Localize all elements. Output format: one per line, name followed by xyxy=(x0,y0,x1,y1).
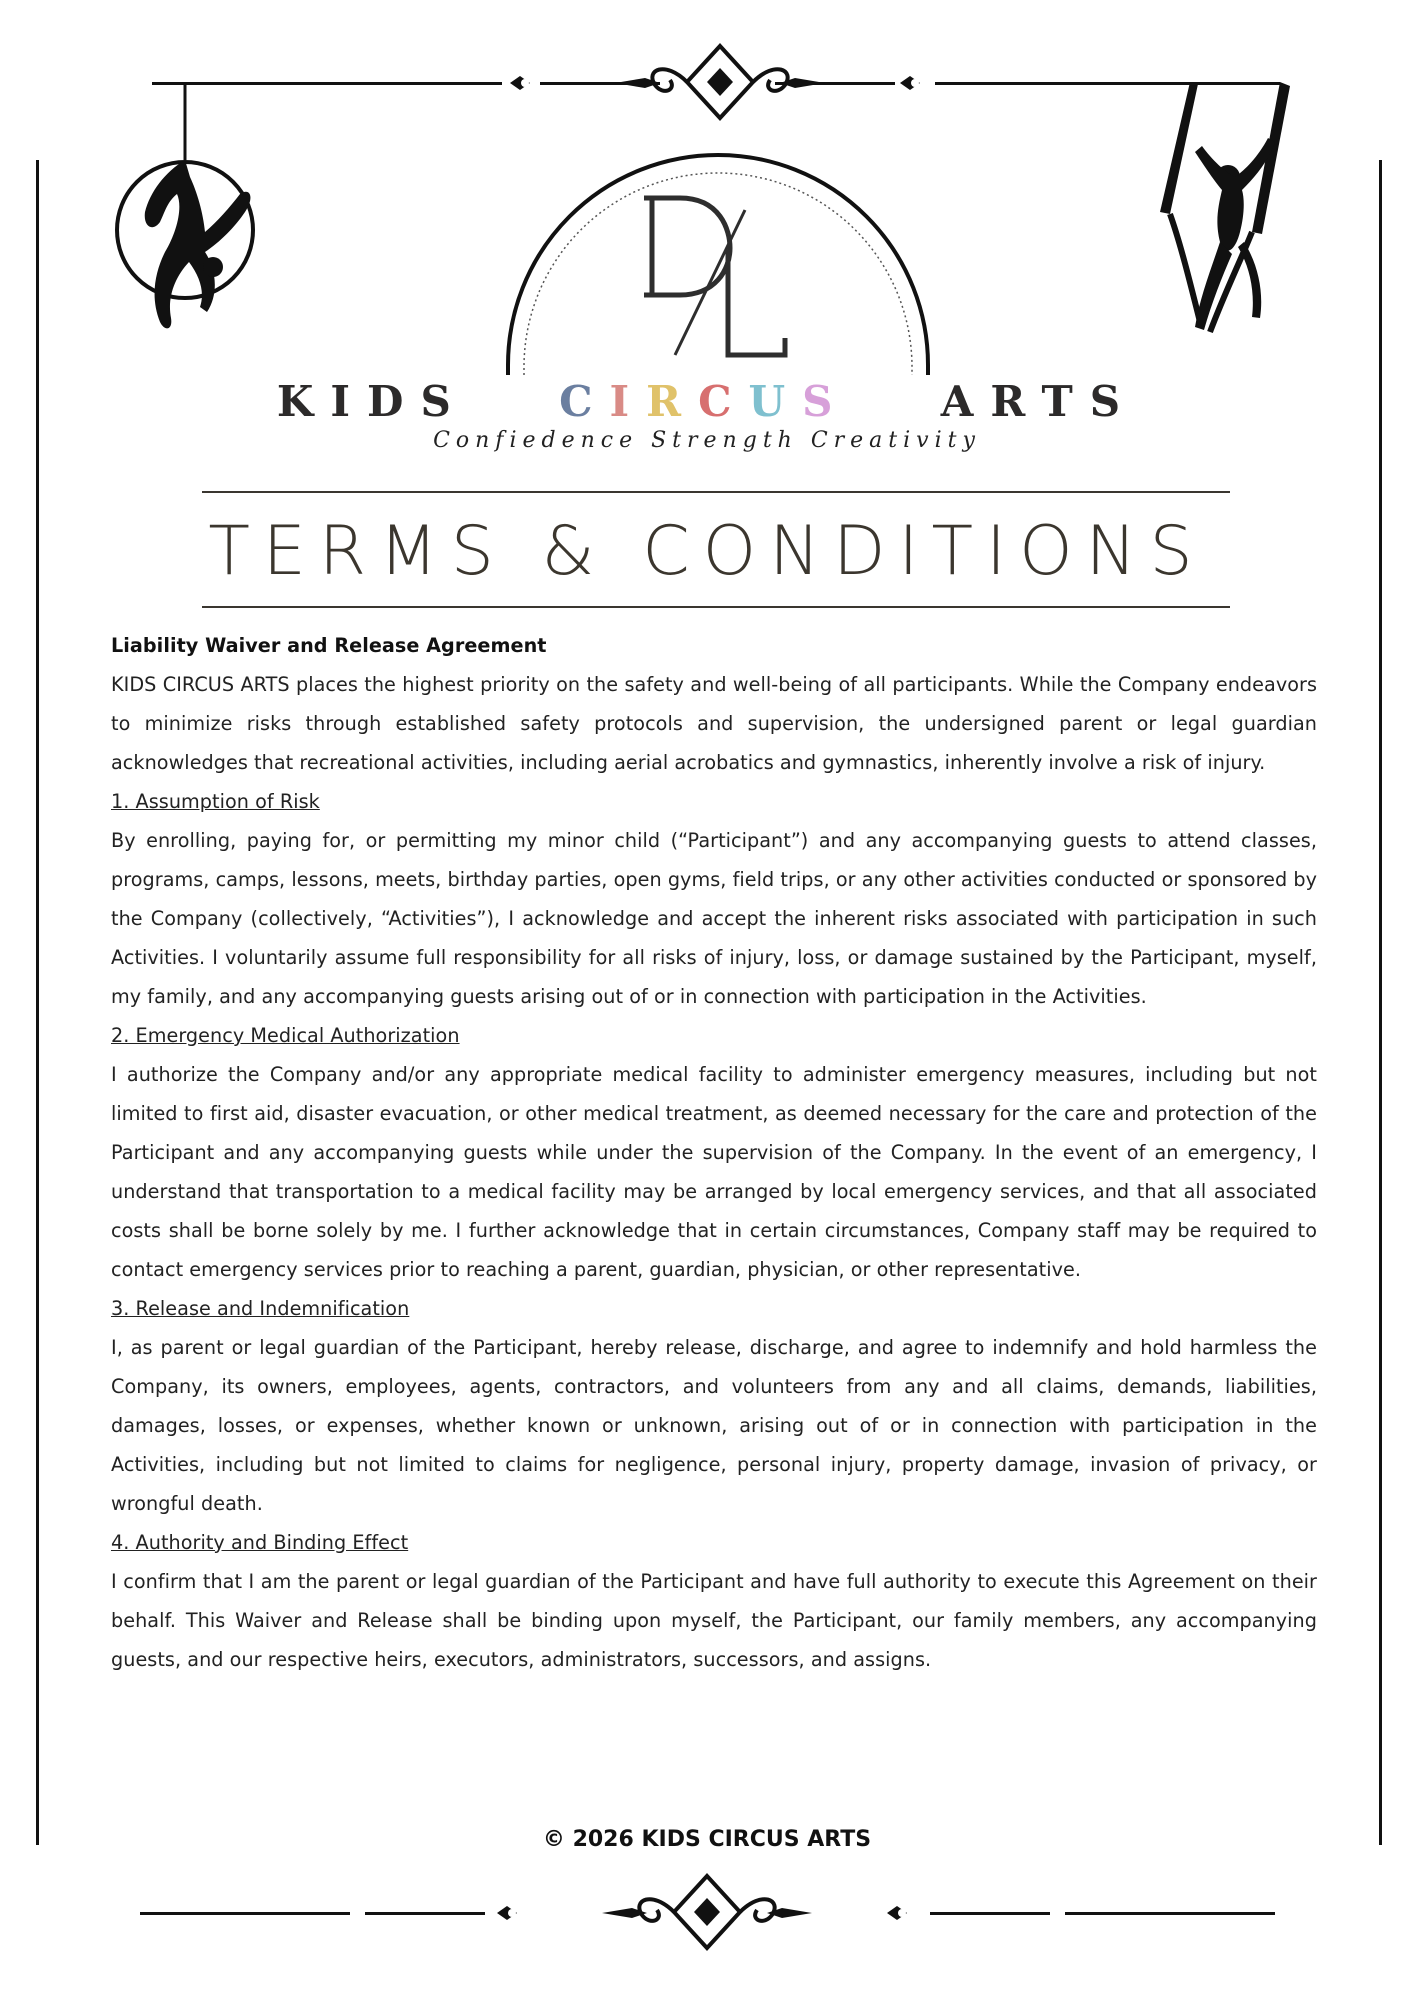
brand-colored-letter: C xyxy=(698,377,749,426)
logo-monogram-icon xyxy=(640,190,790,365)
bottom-border-line-right xyxy=(1065,1912,1275,1915)
brand-colored-letter: U xyxy=(748,377,803,426)
bottom-border-line-mid-right xyxy=(930,1912,1050,1915)
brand-name-part3: ARTS xyxy=(940,377,1138,426)
bottom-border-line-left xyxy=(140,1912,350,1915)
page-title: TERMS & CONDITIONS xyxy=(208,512,1206,591)
document-intro: KIDS CIRCUS ARTS places the highest priority on the safety and well-being of all participants. While the Company endeavors to minimize risks through established safety protocols and supervision, the undersigned parent or legal guardian acknowledges that recreational activities, including aerial acrobatics and gymnastics, inherently involve a risk of injury. xyxy=(111,673,1317,774)
brand-colored-letter: R xyxy=(646,377,699,426)
document-body xyxy=(111,626,1317,1679)
brand-name-colored-word xyxy=(559,377,849,426)
brand-name xyxy=(0,377,1414,426)
section-title-authority-binding: 4. Authority and Binding Effect xyxy=(111,1531,409,1554)
section-title-assumption-of-risk: 1. Assumption of Risk xyxy=(111,790,320,813)
title-rule-bottom xyxy=(202,606,1230,608)
brand-name-part1: KIDS xyxy=(276,377,468,426)
document-heading: Liability Waiver and Release Agreement xyxy=(111,634,547,657)
section-title-release-indemnification: 3. Release and Indemnification xyxy=(111,1297,410,1320)
section-body-release-indemnification: I, as parent or legal guardian of the Participant, hereby release, discharge, and agree to indemnify and hold harmless the Company, its owners, employees, agents, contractors, and volunteers from any and all claims, demands, liabilities, damages, losses, or expenses, whether known or unknown, arising out of or in connection with participation in the Activities, including but not limited to claims for negligence, personal injury, property damage, invasion of privacy, or wrongful death. xyxy=(111,1336,1317,1515)
brand-colored-letter: I xyxy=(609,377,647,426)
bottom-ornament-icon xyxy=(482,1870,932,1960)
section-body-emergency-medical: I authorize the Company and/or any appropriate medical facility to administer emergency measures, including but not limited to first aid, disaster evacuation, or other medical treatment, as deemed necessary for the care and protection of the Participant and any accompanying guests while under the supervision of the Company. In the event of an emergency, I understand that transportation to a medical facility may be arranged by local emergency services, and that all associated costs shall be borne solely by me. I further acknowledge that in certain circumstances, Company staff may be required to contact emergency services prior to reaching a parent, guardian, physician, or other representative. xyxy=(111,1063,1317,1281)
brand-colored-letter: C xyxy=(559,377,610,426)
section-body-authority-binding: I confirm that I am the parent or legal guardian of the Participant and have full authority to execute this Agreement on their behalf. This Waiver and Release shall be binding upon myself, the Participant, our family members, any accompanying guests, and our respective heirs, executors, administrators, successors, and assigns. xyxy=(111,1570,1317,1671)
aerial-hoop-performer-icon xyxy=(105,82,275,342)
footer-copyright: © 2026 KIDS CIRCUS ARTS xyxy=(542,1827,872,1852)
aerial-silks-performer-icon xyxy=(1140,82,1310,352)
top-ornament-icon xyxy=(495,40,945,130)
section-title-emergency-medical: 2. Emergency Medical Authorization xyxy=(111,1024,460,1047)
title-rule-top xyxy=(202,491,1230,493)
section-body-assumption-of-risk: By enrolling, paying for, or permitting my minor child (“Participant”) and any accompanying guests to attend classes, programs, camps, lessons, meets, birthday parties, open gyms, field trips, or any other activities conducted or sponsored by the Company (collectively, “Activities”), I acknowledge and accept the inherent risks associated with participation in such Activities. I voluntarily assume full responsibility for all risks of injury, loss, or damage sustained by the Participant, myself, my family, and any accompanying guests arising out of or in connection with participation in the Activities. xyxy=(111,829,1317,1008)
brand-colored-letter: S xyxy=(802,377,850,426)
brand-tagline: Confiedence Strength Creativity xyxy=(433,428,981,453)
bottom-border-line-mid-left xyxy=(365,1912,485,1915)
